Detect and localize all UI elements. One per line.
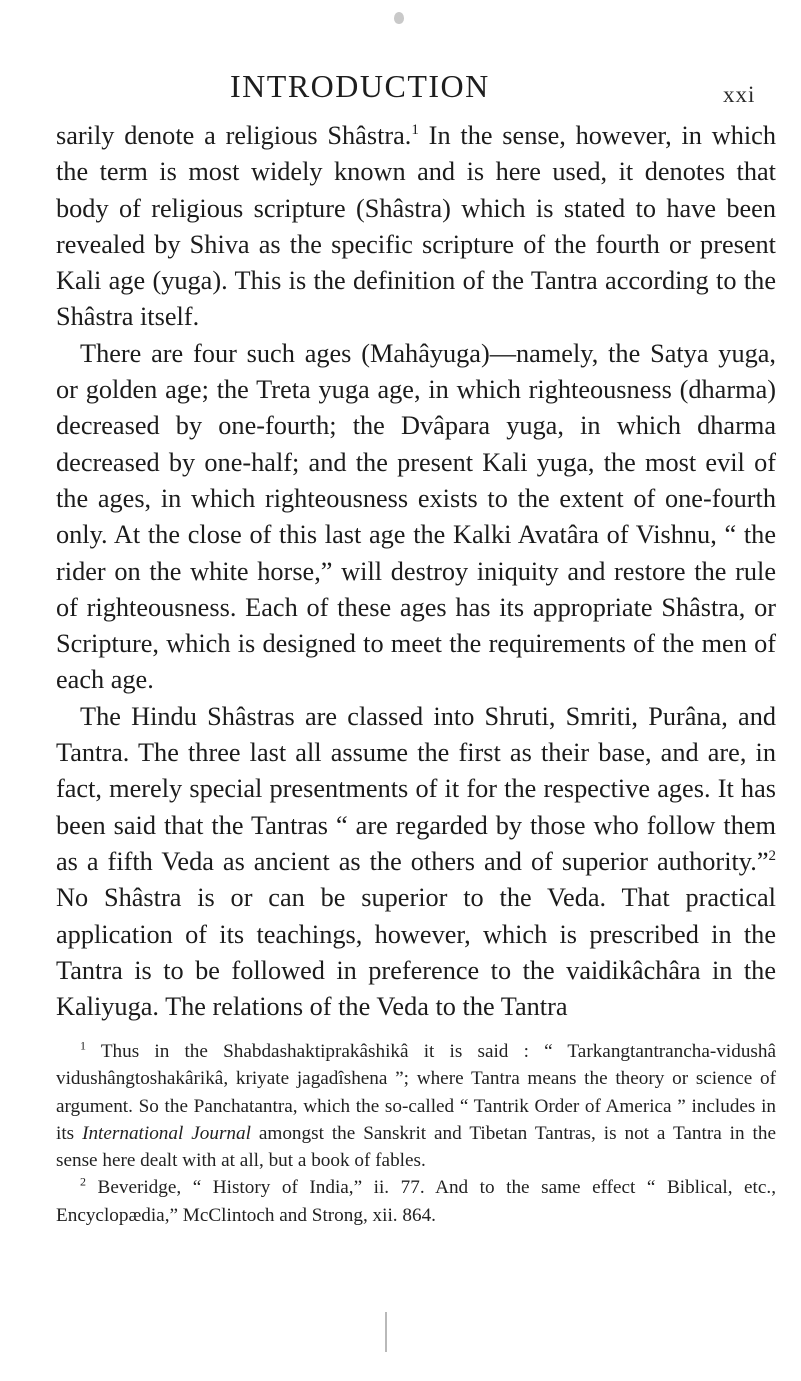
paragraph-2 <box>56 336 776 699</box>
journal-title: International Journal <box>82 1122 251 1144</box>
footnote-2 <box>56 1174 776 1229</box>
footnote-reference: 2 <box>768 848 776 865</box>
footnotes <box>56 1038 776 1229</box>
running-title: INTRODUCTION <box>230 68 490 104</box>
main-text <box>56 118 776 1025</box>
page-number: xxi <box>723 82 756 107</box>
paragraph-3 <box>56 699 776 1026</box>
paragraph-text: The Hindu Shâstras are classed into Shruti, Smriti, Purâna, and Tantra. The three last all assume the first as their base, and are, in fact, merely special presentments of it for the respective ages. It has been said that the Tantras “ are regarded by those who follow them as a fifth Veda as ancient as the others and of superior authority.” <box>56 701 776 876</box>
footnote-text: Thus in the Shabdashaktiprakâshikâ it is said : “ Tarkangtantrancha-vidushâ vidushângtoshakârikâ, kriyate jagadîshena ”; where Tantra means the theory or science of argument. So the Panchatantra, which the so-called “ Tantrik Order of America ” includes in its <box>56 1041 776 1144</box>
ink-speck <box>394 12 404 24</box>
footnote-mark: 2 <box>80 1175 86 1190</box>
paragraph-text: sarily denote a religious Shâstra. <box>56 121 412 150</box>
footnote-1 <box>56 1038 776 1174</box>
footnote-text: Beveridge, “ History of India,” ii. 77. And to the same effect “ Biblical, etc., Encyclopædia,” McClintoch and Strong, xii. 864. <box>56 1177 776 1226</box>
paragraph-1 <box>56 118 776 336</box>
paragraph-text: There are four such ages (Mahâyuga)—namely, the Satya yuga, or golden age; the Treta yuga age, in which righteousness (dharma) decreased by one-fourth; the Dvâpara yuga, in which dharma decreased by one-half; and the present Kali yuga, the most evil of the ages, in which righteousness exists to the extent of one-fourth only. At the close of this last age the Kalki Avatâra of Vishnu, “ the rider on the white horse,” will destroy iniquity and restore the rule of righteousness. Each of these ages has its appropriate Shâstra, or Scripture, which is designed to meet the requirements of the men of each age. <box>56 338 776 695</box>
stray-mark <box>385 1312 387 1352</box>
footnote-reference: 1 <box>411 122 419 139</box>
paragraph-text: In the sense, however, in which the term is most widely known and is here used, it denotes that body of religious scripture (Shâstra) which is stated to have been revealed by Shiva as the specific scripture of the fourth or present Kali age (yuga). This is the definition of the Tantra according to the Shâstra itself. <box>56 121 776 332</box>
paragraph-text: No Shâstra is or can be superior to the Veda. That practical application of its teachings, however, which is prescribed in the Tantra is to be followed in preference to the vaidikâchâra in the Kaliyuga. The relations of the Veda to the Tantra <box>56 883 776 1022</box>
footnote-text: amongst the Sanskrit and Tibetan Tantras, is not a Tantra in the sense here dealt with at all, but a book of fables. <box>56 1122 776 1172</box>
footnote-mark: 1 <box>80 1038 86 1053</box>
